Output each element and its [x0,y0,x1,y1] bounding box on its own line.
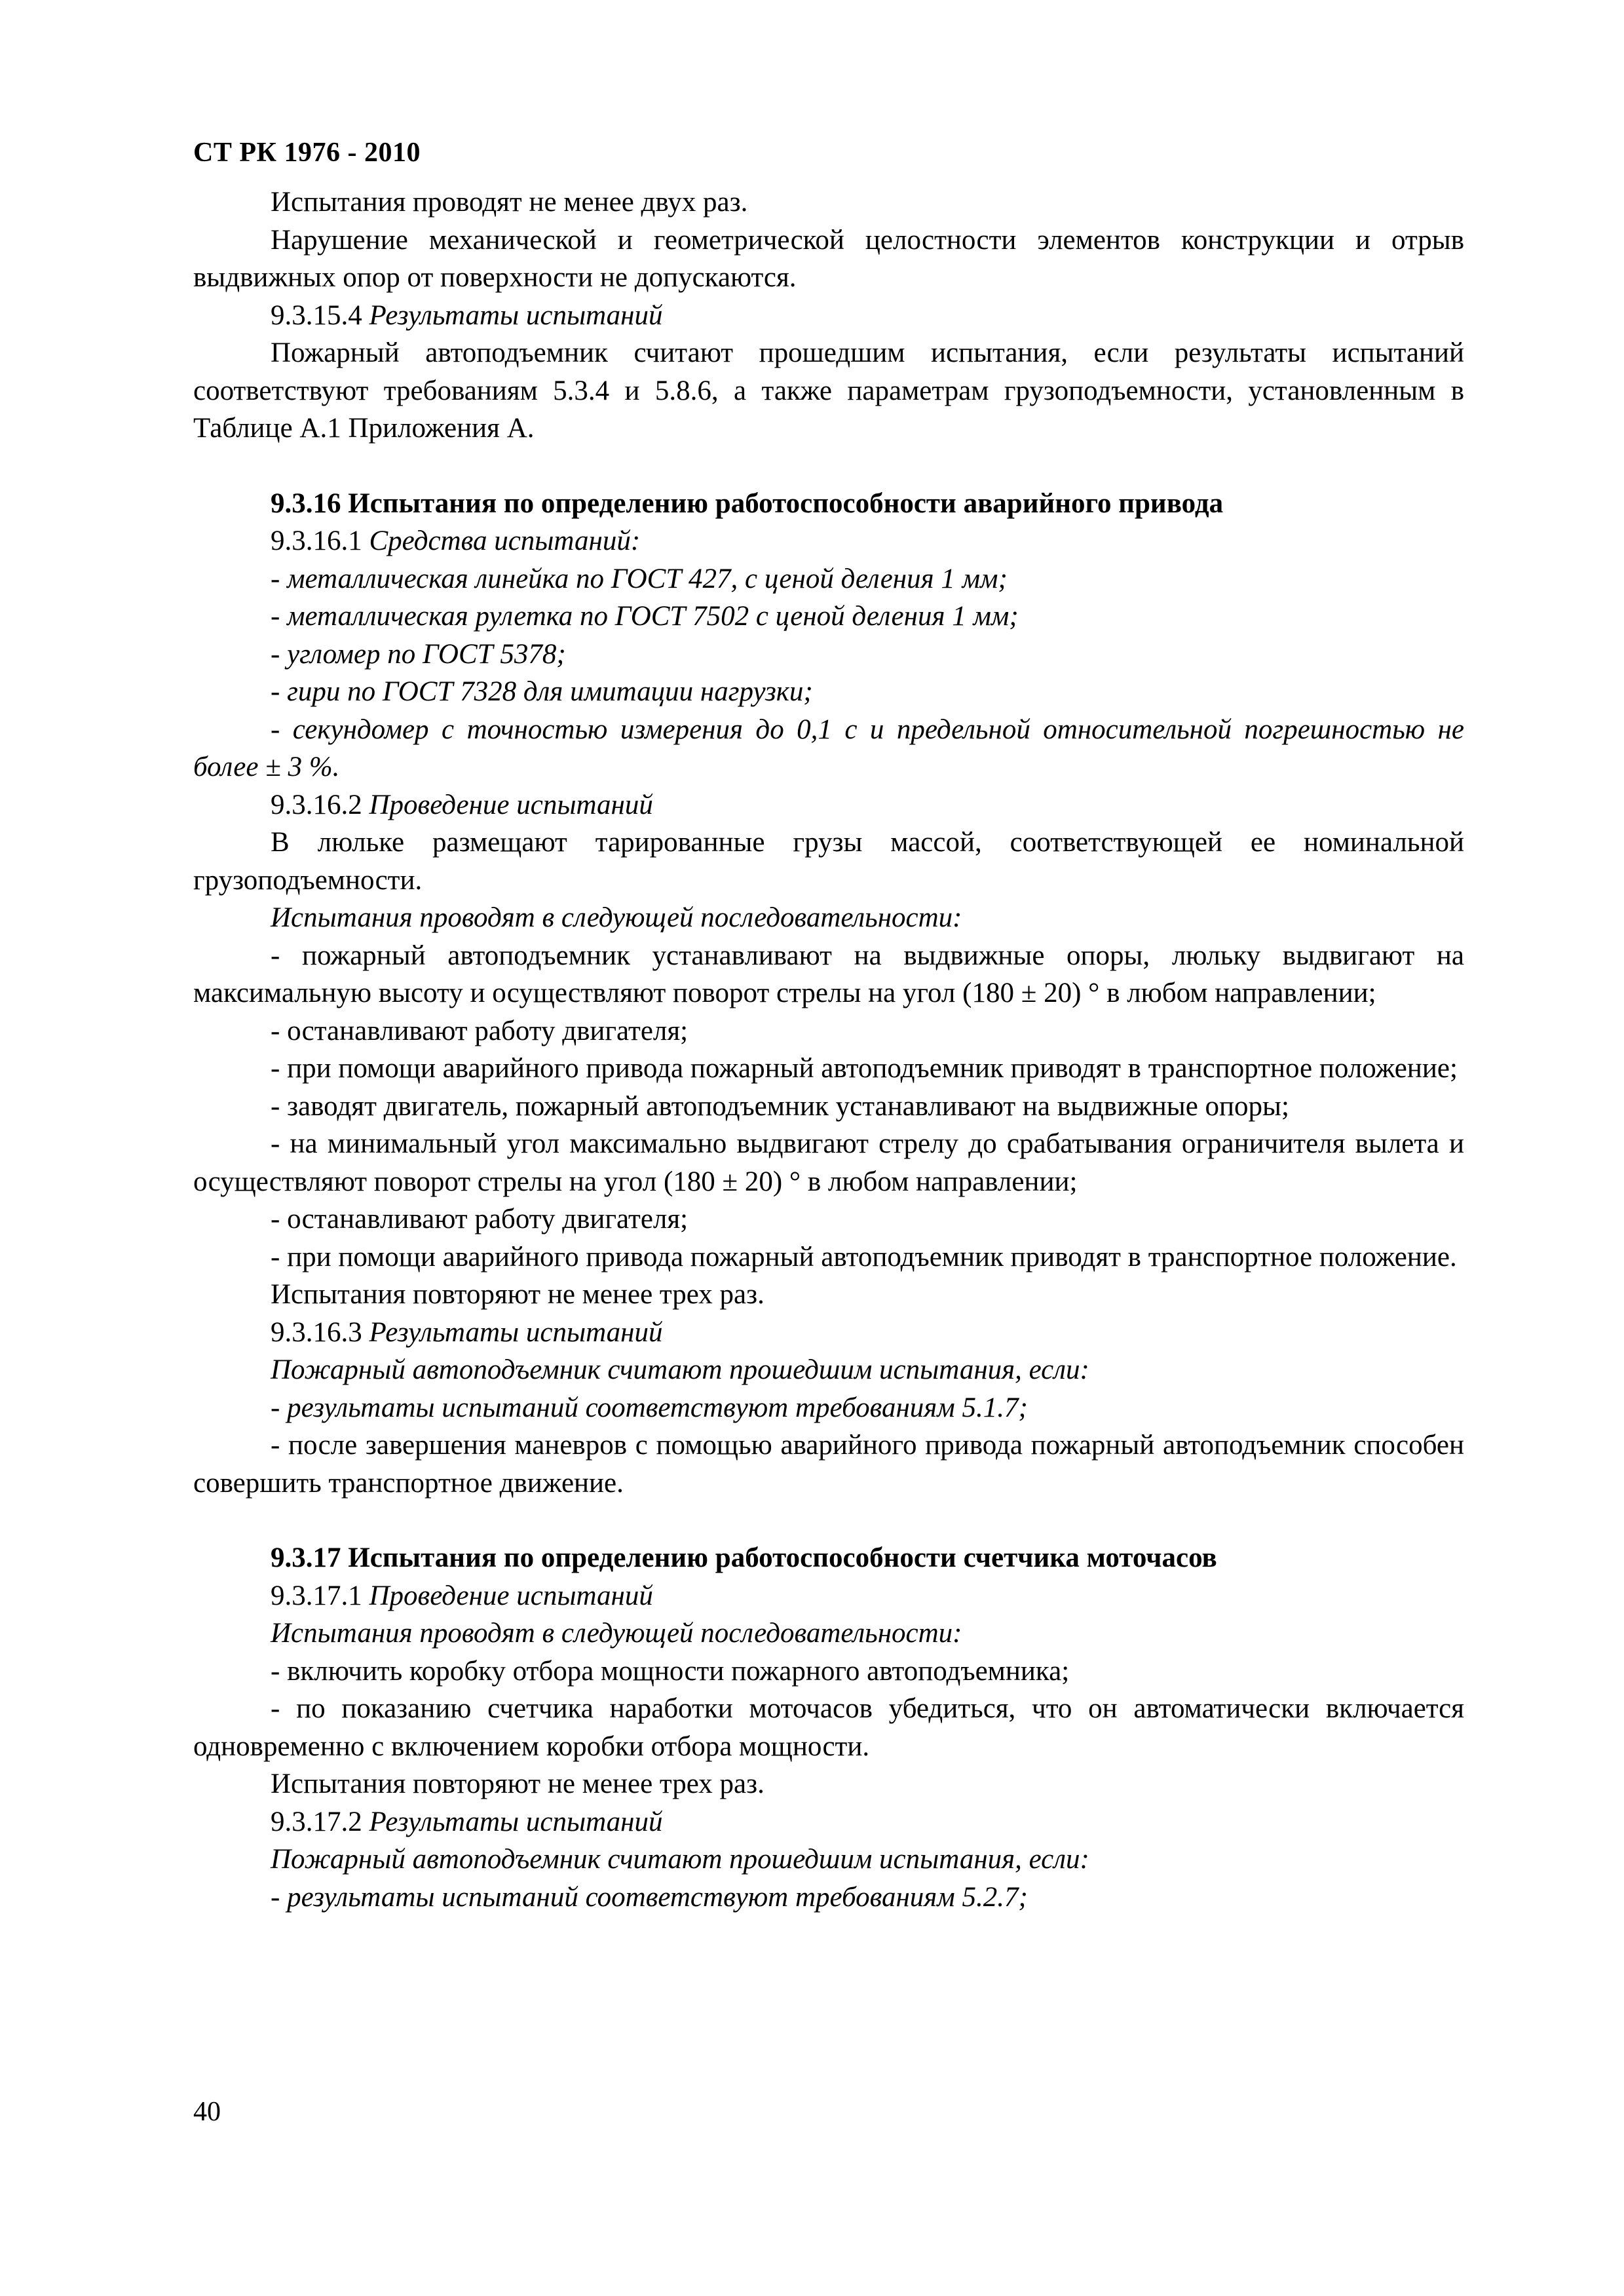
subclause-heading [193,522,1464,560]
paragraph: Испытания проводят в следующей последовательности: [271,1618,962,1649]
clause-title: Проведение испытаний [369,789,653,820]
list-item: - на минимальный угол максимально выдвигают стрелу до срабатывания ограничителя вылета и осуществляют поворот стрелы на угол (180 ± 20) ° в любом направлении; [193,1128,1464,1197]
clause-number: 9.3.15.4 [271,299,362,331]
list-item: - гири по ГОСТ 7328 для имитации нагрузки; [271,676,813,707]
clause-number: 9.3.17.2 [271,1806,362,1837]
paragraph: Испытания проводят в следующей последовательности: [271,902,962,933]
clause-title: Результаты испытаний [369,1316,663,1348]
clause-number: 9.3.16.2 [271,789,362,820]
document-body [193,183,1464,1916]
list-item: - результаты испытаний соответствуют требованиям 5.2.7; [271,1881,1028,1913]
paragraph: Испытания повторяют не менее трех раз. [271,1279,765,1310]
clause-number: 9.3.16.3 [271,1316,362,1348]
subclause-heading [193,1314,1464,1352]
page-number: 40 [193,2097,221,2127]
list-item: - секундомер с точностью измерения до 0,1 с и предельной относительной погрешностью не более ± 3 %. [193,714,1464,782]
paragraph: Испытания проводят не менее двух раз. [271,187,748,218]
paragraph: Испытания повторяют не менее трех раз. [271,1769,765,1799]
list-item: - заводят двигатель, пожарный автоподъемник устанавливают на выдвижные опоры; [271,1090,1289,1122]
section-heading: 9.3.17 Испытания по определению работоспособности счетчика моточасов [271,1542,1217,1573]
list-item: - останавливают работу двигателя; [271,1204,689,1234]
clause-title: Результаты испытаний [369,299,663,331]
paragraph: Пожарный автоподъемник считают прошедшим испытания, если: [271,1354,1089,1385]
list-item: - при помощи аварийного привода пожарный автоподъемник приводят в транспортное положение; [271,1053,1458,1084]
list-item: - при помощи аварийного привода пожарный автоподъемник приводят в транспортное положение. [271,1241,1457,1272]
list-item: - результаты испытаний соответствуют требованиям 5.1.7; [271,1392,1028,1423]
list-item: - по показанию счетчика наработки моточасов убедиться, что он автоматически включается одновременно с включением коробки отбора мощности. [193,1693,1464,1762]
list-item: - металлическая линейка по ГОСТ 427, с ценой деления 1 мм; [271,563,1008,594]
document-code-header: СТ РК 1976 - 2010 [193,138,421,168]
subclause-heading [193,1803,1464,1841]
list-item: - после завершения маневров с помощью аварийного привода пожарный автоподъемник способен совершить транспортное движение. [193,1430,1464,1499]
list-item: - металлическая рулетка по ГОСТ 7502 с ценой деления 1 мм; [271,601,1019,632]
clause-number: 9.3.17.1 [271,1580,362,1611]
clause-title: Проведение испытаний [369,1580,653,1611]
paragraph: Пожарный автоподъемник считают прошедшим испытания, если результаты испытаний соответствуют требованиям 5.3.4 и 5.8.6, а также параметрам грузоподъемности, установленным в Таблице А.1 Приложения А. [193,337,1464,444]
list-item: - включить коробку отбора мощности пожарного автоподъемника; [271,1655,1070,1687]
subclause-heading [193,786,1464,824]
list-item: - пожарный автоподъемник устанавливают на выдвижные опоры, люльку выдвигают на максимальную высоту и осуществляют поворот стрелы на угол (180 ± 20) ° в любом направлении; [193,940,1464,1008]
clause-title: Средства испытаний: [369,526,641,556]
subclause-heading [193,1577,1464,1615]
paragraph: Пожарный автоподъемник считают прошедшим испытания, если: [271,1844,1089,1875]
paragraph: Нарушение механической и геометрической целостности элементов конструкции и отрыв выдвижных опор от поверхности не допускаются. [193,224,1464,293]
list-item: - останавливают работу двигателя; [271,1015,689,1046]
section-heading: 9.3.16 Испытания по определению работоспособности аварийного привода [271,488,1224,519]
list-item: - угломер по ГОСТ 5378; [271,638,566,670]
clause-title: Результаты испытаний [369,1806,663,1837]
paragraph: В люльке размещают тарированные грузы массой, соответствующей ее номинальной грузоподъемности. [193,827,1464,896]
clause-number: 9.3.16.1 [271,526,362,556]
subclause-heading [193,297,1464,335]
